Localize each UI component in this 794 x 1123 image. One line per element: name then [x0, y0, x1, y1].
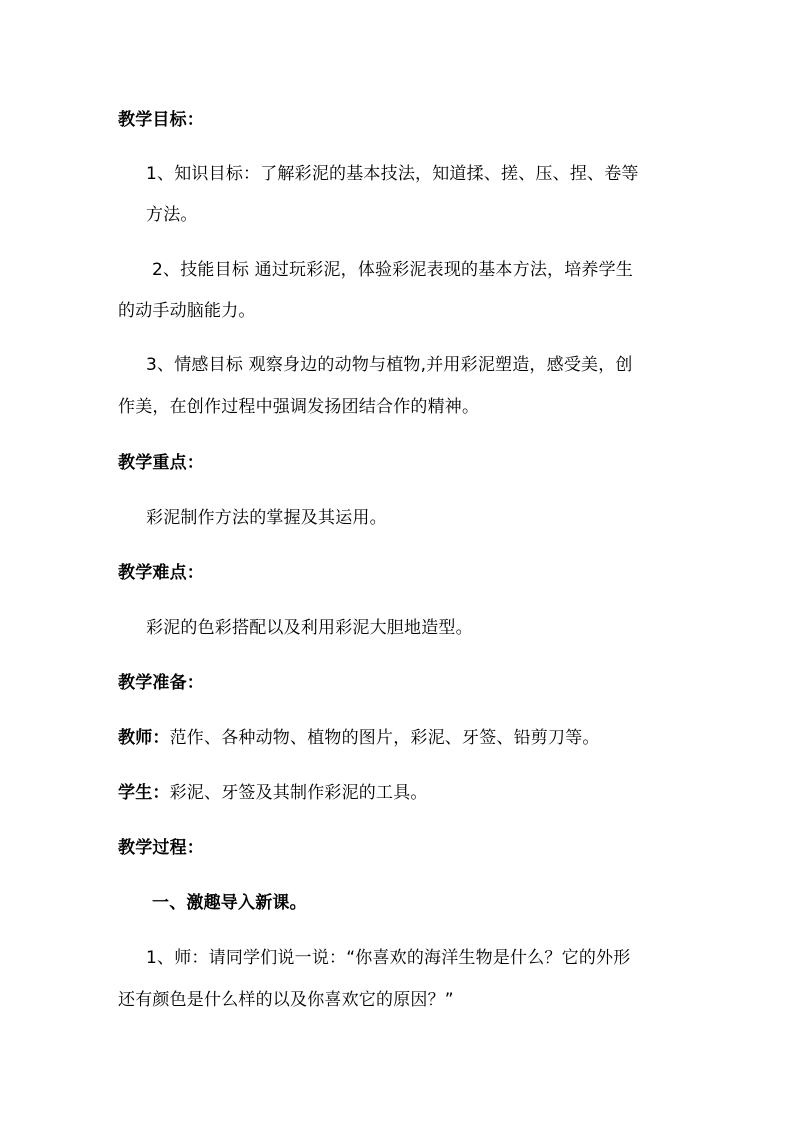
teacher-preparation-text: 范作、各种动物、植物的图片，彩泥、牙签、铅剪刀等。 [169, 728, 600, 748]
teacher-label: 教师： [118, 728, 170, 748]
objective-knowledge-line1: 1、知识目标：了解彩泥的基本技法，知道揉、搓、压、捏、卷等 [146, 164, 639, 184]
key-points-text: 彩泥制作方法的掌握及其运用。 [146, 508, 387, 528]
objective-knowledge-line2: 方法。 [146, 205, 198, 225]
key-points-heading: 教学重点： [118, 453, 204, 473]
section1-heading: 一、激趣导入新课。 [152, 893, 307, 913]
objective-skill-line2: 的动手动脑能力。 [118, 301, 256, 321]
step1-line2: 还有颜色是什么样的以及你喜欢它的原因？” [118, 990, 454, 1010]
process-heading: 教学过程： [118, 838, 204, 858]
objective-skill-line1: 2、技能目标 通过玩彩泥，体验彩泥表现的基本方法，培养学生 [152, 260, 634, 280]
objective-emotion-line2: 作美，在创作过程中强调发扬团结合作的精神。 [118, 397, 480, 417]
student-preparation-text: 彩泥、牙签及其制作彩泥的工具。 [169, 783, 428, 803]
objective-emotion-line1: 3、情感目标 观察身边的动物与植物,并用彩泥塑造，感受美，创 [146, 355, 633, 375]
student-preparation-line [118, 781, 428, 805]
step1-line1: 1、师：请同学们说一说：“你喜欢的海洋生物是什么？它的外形 [146, 948, 631, 968]
difficulties-heading: 教学难点： [118, 563, 204, 583]
preparation-heading: 教学准备： [118, 673, 204, 693]
teacher-preparation-line [118, 726, 600, 750]
objectives-heading: 教学目标： [118, 110, 204, 130]
student-label: 学生： [118, 783, 170, 803]
difficulties-text: 彩泥的色彩搭配以及利用彩泥大胆地造型。 [146, 618, 473, 638]
